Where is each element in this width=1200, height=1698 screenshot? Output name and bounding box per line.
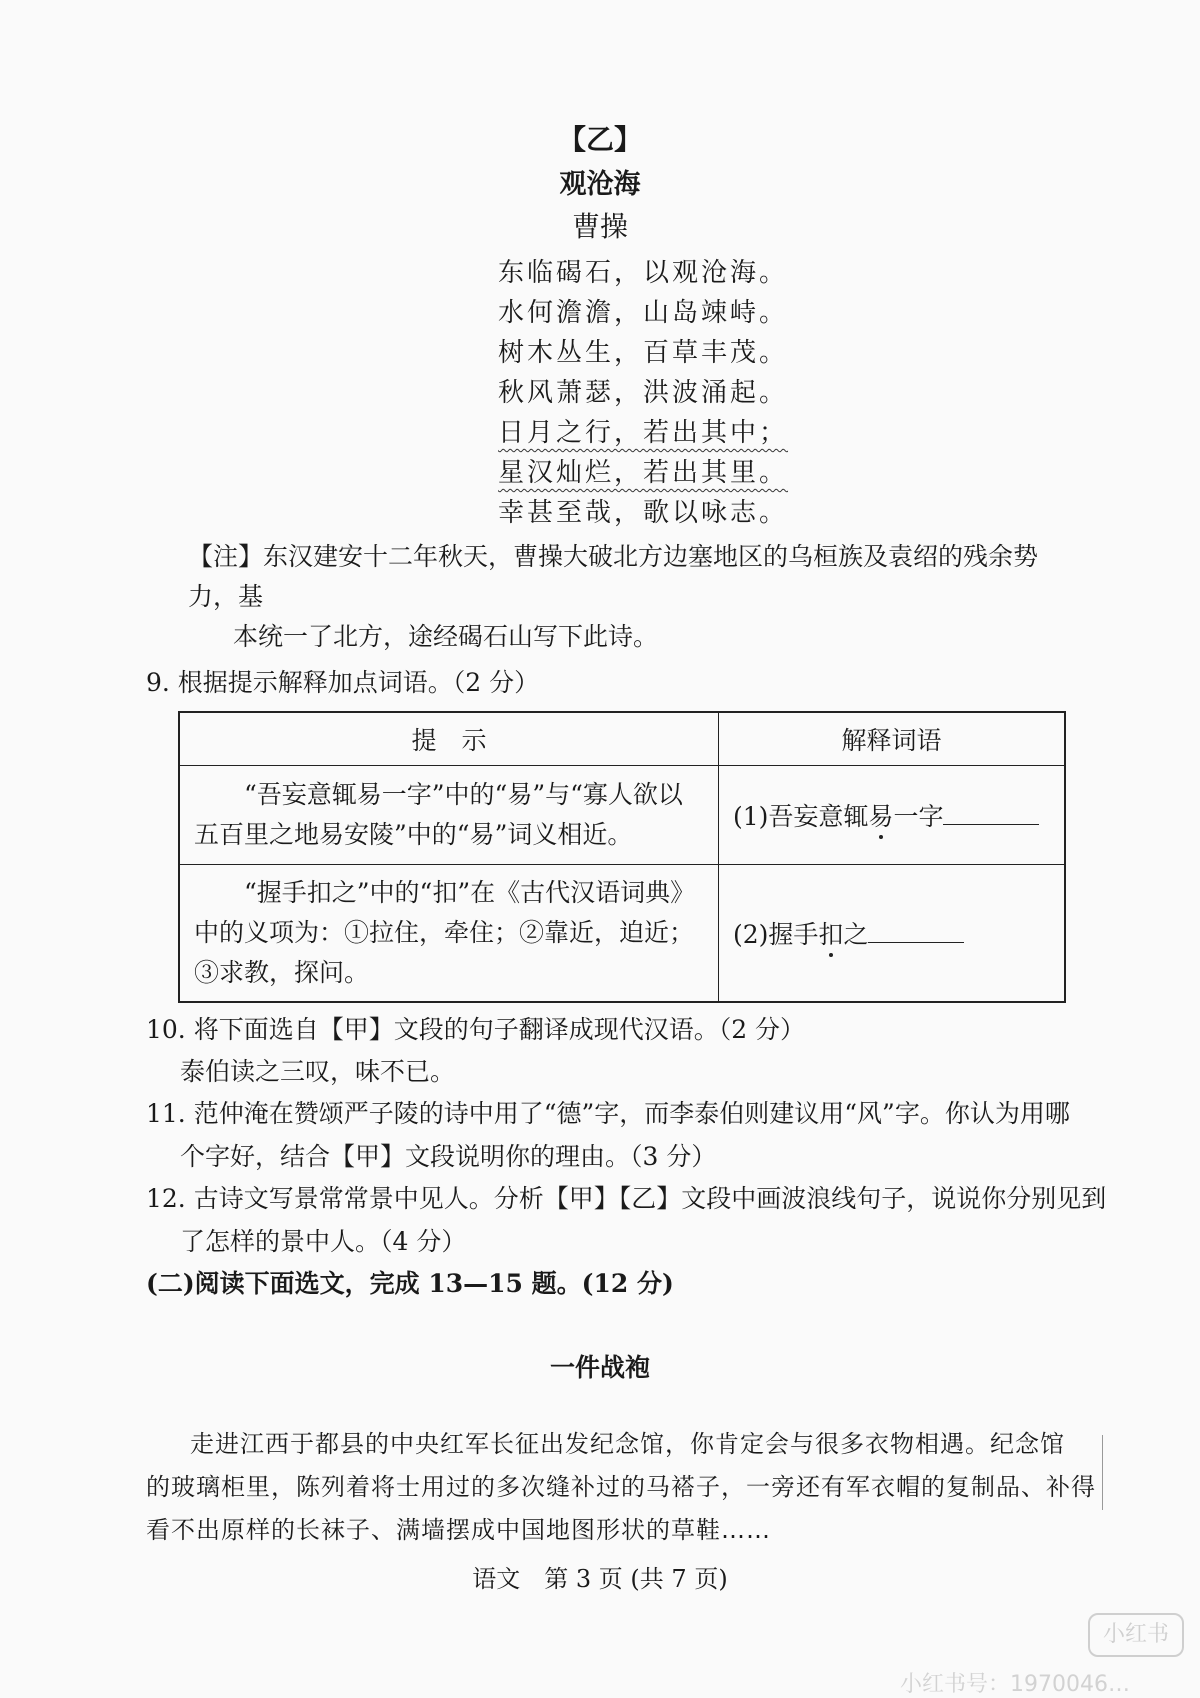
- table-cell-answer-2[interactable]: [719, 865, 1066, 1003]
- article-line: 走进江西于都县的中央红军长征出发纪念馆，你肯定会与很多衣物相遇。纪念馆: [190, 1430, 1065, 1458]
- hint-table: [178, 711, 1066, 1003]
- hint-1-text: “吾妄意辄易一字”中的“易”与“寡人欲以五百里之地易安陵”中的“易”词义相近。: [194, 780, 683, 849]
- table-cell-hint-1: [179, 766, 719, 865]
- article-line: 的玻璃柜里，陈列着将士用过的多次缝补过的马褡子，一旁还有军衣帽的复制品、补得: [146, 1473, 1096, 1501]
- watermark-logo: 小红书: [1088, 1613, 1184, 1657]
- answer-blank-1[interactable]: [943, 802, 1039, 825]
- poem-note: [188, 537, 1068, 657]
- dotted-word: 扣: [818, 920, 844, 949]
- answer-2-prefix: (2)握手: [733, 920, 819, 949]
- poem-line: 东临碣石，以观沧海。: [498, 258, 789, 288]
- answer-1-prefix: (1)吾妄意辄: [733, 802, 869, 831]
- margin-line: [1102, 1435, 1103, 1510]
- table-cell-answer-1[interactable]: [719, 766, 1066, 865]
- section-mark: 【乙】: [557, 123, 642, 156]
- answer-2-suffix: 之: [843, 920, 869, 949]
- poem-author: 曹操: [571, 210, 628, 243]
- table-cell-hint-2: [179, 865, 719, 1003]
- question-12-line-1: 12. 古诗文写景常常景中见人。分析【甲】【乙】文段中画波浪线句子，说说你分别见到: [146, 1184, 1107, 1213]
- poem-line: 水何澹澹，山岛竦峙。: [498, 298, 789, 328]
- poem-title: 观沧海: [559, 169, 641, 200]
- question-12-line-2: 了怎样的景中人。（4 分）: [180, 1227, 467, 1256]
- hint-2-text: “握手扣之”中的“扣”在《古代汉语词典》中的义项为：①拉住，牵住；②靠近，迫近；③求教，探问。: [194, 878, 696, 987]
- question-11-line-1: 11. 范仲淹在赞颂严子陵的诗中用了“德”字，而李泰伯则建议用“风”字。你认为用哪: [146, 1099, 1070, 1128]
- question-10-sentence: 泰伯读之三叹，味不已。: [180, 1057, 456, 1086]
- article-title: 一件战袍: [549, 1353, 650, 1382]
- table-header-hint: 提 示: [179, 712, 719, 766]
- question-9: 9. 根据提示解释加点词语。（2 分）: [146, 668, 540, 697]
- note-line-1: 【注】东汉建安十二年秋天，曹操大破北方边塞地区的乌桓族及袁绍的残余势力，基: [188, 542, 1039, 611]
- question-10: 10. 将下面选自【甲】文段的句子翻译成现代汉语。（2 分）: [146, 1015, 806, 1044]
- poem-line: 树木丛生，百草丰茂。: [498, 338, 789, 368]
- poem-line: 幸甚至哉，歌以咏志。: [498, 498, 789, 528]
- poem-line: 秋风萧瑟，洪波涌起。: [498, 378, 789, 408]
- poem-line-wavy: 星汉灿烂，若出其里。: [498, 458, 789, 488]
- article-line: 看不出原样的长袜子、满墙摆成中国地图形状的草鞋……: [146, 1516, 771, 1544]
- page-footer: 语文 第 3 页 (共 7 页): [472, 1565, 728, 1593]
- table-header-explain: 解释词语: [719, 712, 1066, 766]
- question-11-line-2: 个字好，结合【甲】文段说明你的理由。（3 分）: [180, 1142, 717, 1171]
- part-two-heading: (二)阅读下面选文，完成 13—15 题。(12 分): [146, 1269, 674, 1298]
- answer-1-suffix: 一字: [893, 802, 944, 831]
- poem-line-wavy: 日月之行，若出其中；: [498, 418, 789, 448]
- note-line-2: 本统一了北方，途经碣石山写下此诗。: [233, 622, 659, 651]
- dotted-word: 易: [868, 802, 894, 831]
- answer-blank-2[interactable]: [868, 920, 964, 943]
- watermark-text: 小红书号：1970046…: [900, 1672, 1130, 1697]
